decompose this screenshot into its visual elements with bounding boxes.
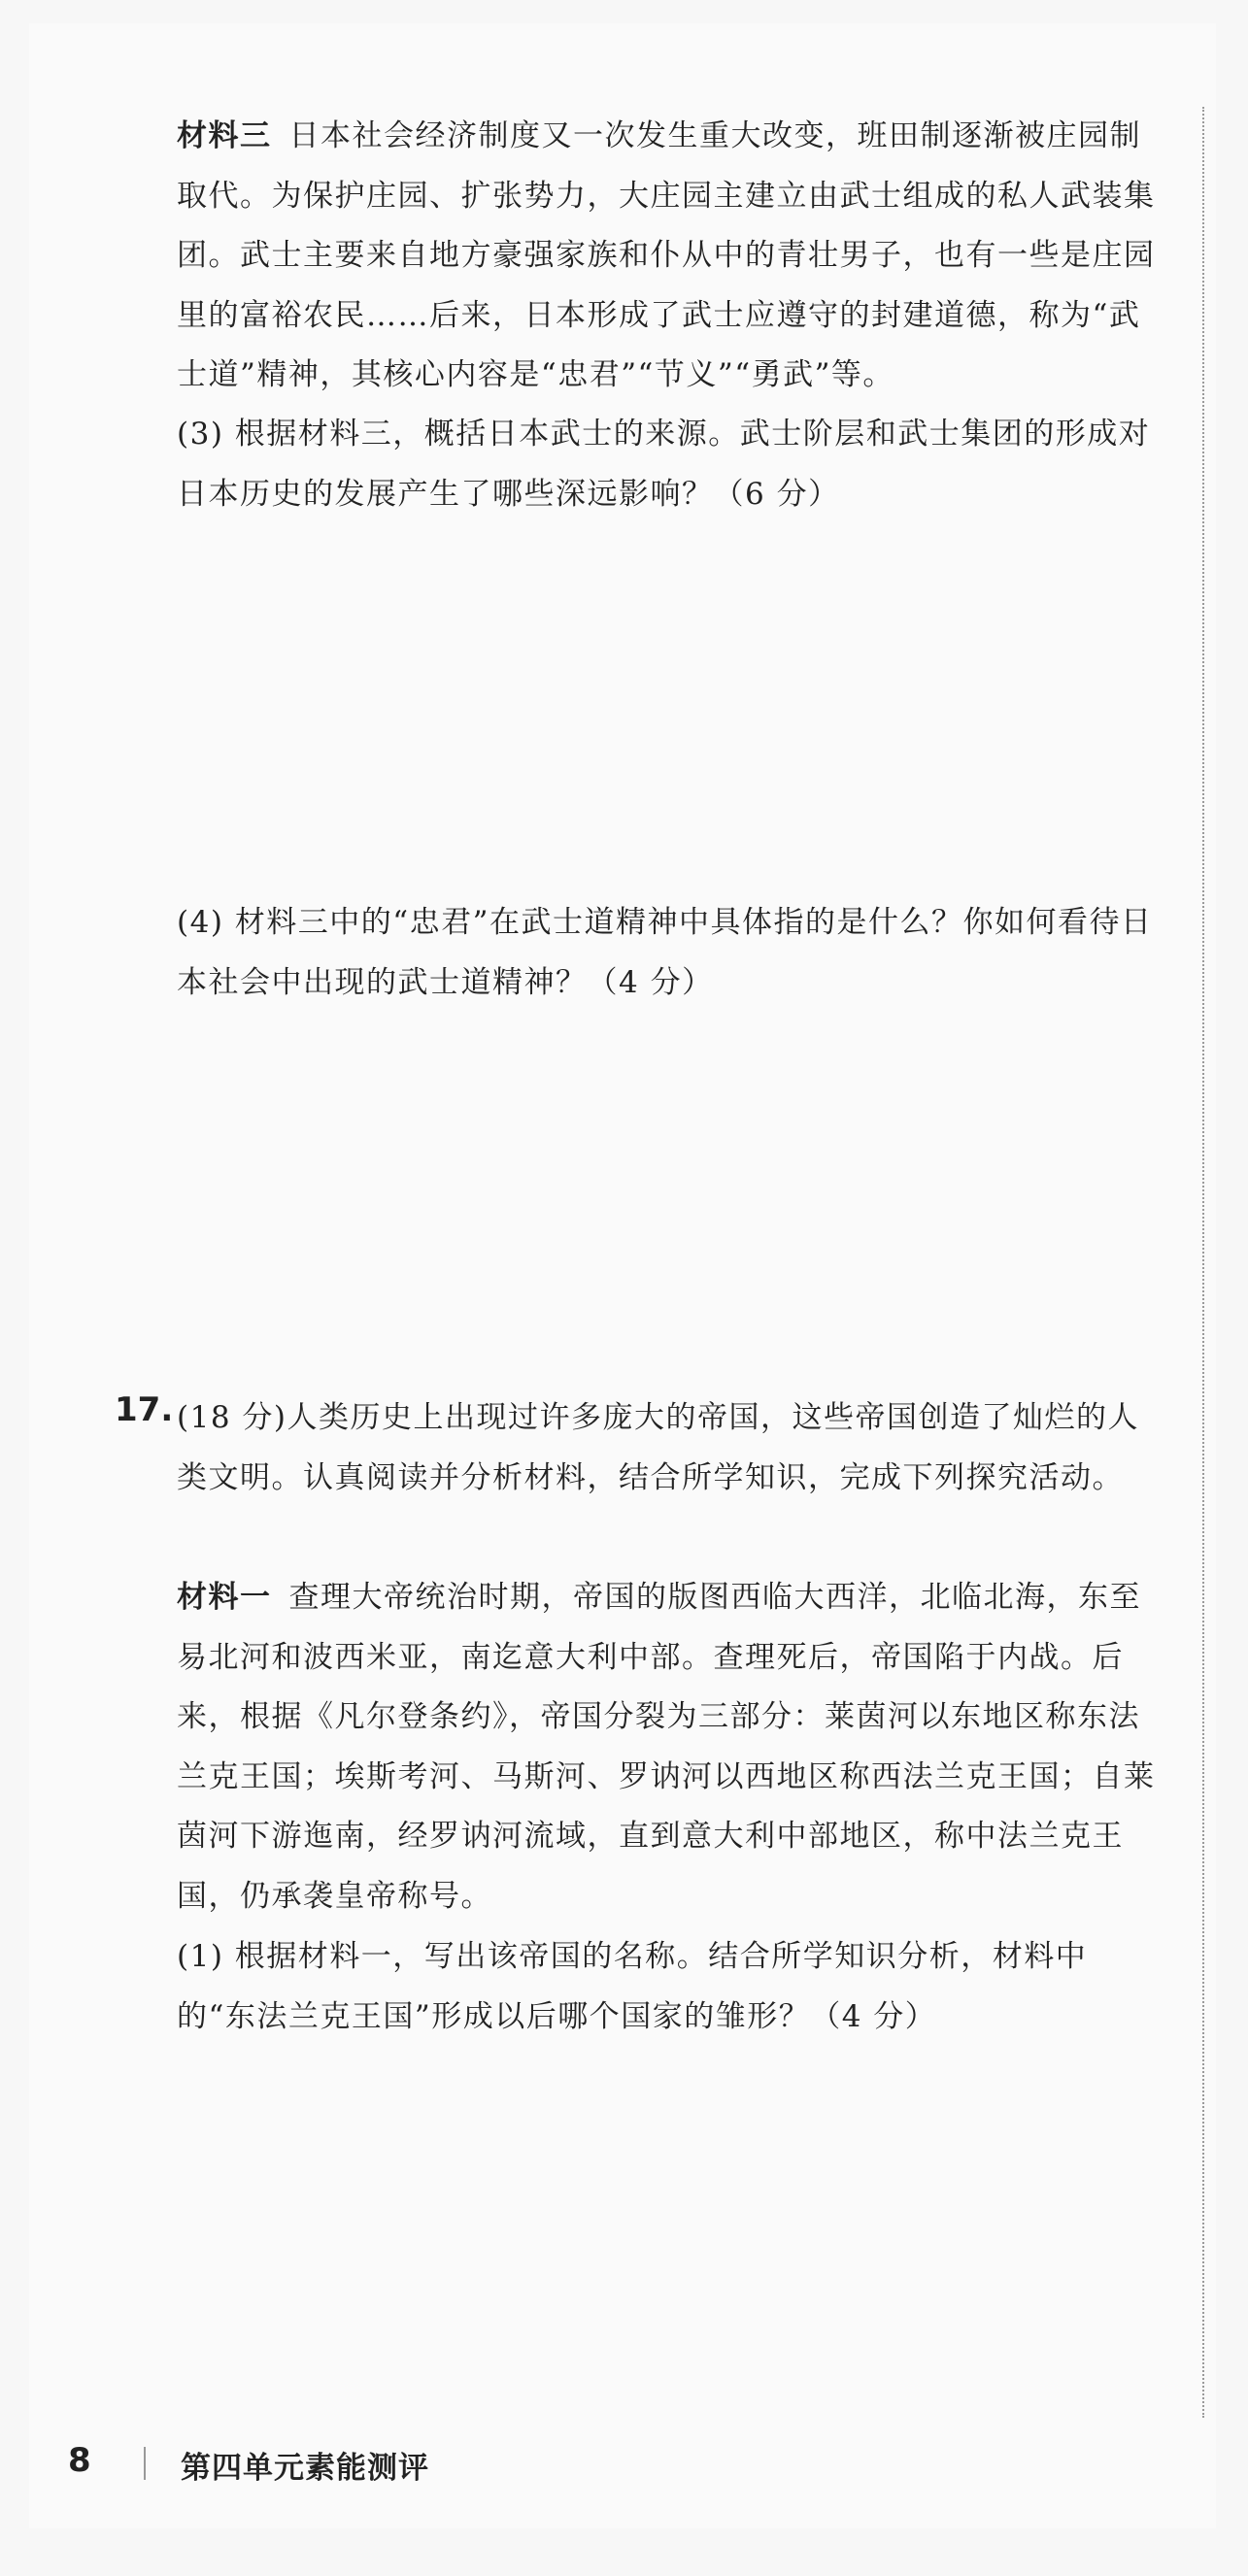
answer-area-q4[interactable] — [177, 1015, 1158, 1384]
material-one-passage — [177, 1568, 1158, 1926]
question-17-1: (1) 根据材料一，写出该帝国的名称。结合所学知识分析，材料中的“东法兰克王国”形成以后哪个国家的雏形？（4 分） — [177, 1939, 1088, 2034]
material-one-text: 查理大帝统治时期，帝国的版图西临大西洋，北临北海，东至易北河和波西米亚，南迄意大利中部。查理死后，帝国陷于内战。后来，根据《凡尔登条约》，帝国分裂为三部分：莱茵河以东地区称东法兰克王国；埃斯考河、马斯河、罗讷河以西地区称西法兰克王国；自莱茵河下游迤南，经罗讷河流域，直到意大利中部地区，称中法兰克王国，仍承袭皇帝称号。 — [177, 1580, 1156, 1914]
material-three-passage — [177, 107, 1158, 406]
question-3: (3) 根据材料三，概括日本武士的来源。武士阶层和武士集团的形成对日本历史的发展产生了哪些深远影响？（6 分） — [177, 417, 1151, 512]
answer-area-q17-1[interactable] — [177, 2049, 1158, 2398]
question-17-intro: (18 分)人类历史上出现过许多庞大的帝国，这些帝国创造了灿烂的人类文明。认真阅读并分析材料，结合所学知识，完成下列探究活动。 — [177, 1400, 1139, 1495]
dotted-cut-line — [1202, 107, 1204, 2418]
footer-title: 第四单元素能测评 — [181, 2451, 429, 2486]
material-three-text: 日本社会经济制度又一次发生重大改变，班田制逐渐被庄园制取代。为保护庄园、扩张势力，大庄园主建立由武士组成的私人武装集团。武士主要来自地方豪强家族和仆从中的青壮男子，也有一些是庄园里的富裕农民……后来，日本形成了武士应遵守的封建道德，称为“武士道”精神，其核心内容是“忠君”“节义”“勇武”等。 — [177, 118, 1156, 392]
page-number: 8 — [68, 2441, 91, 2480]
question-17-number: 17. — [115, 1390, 174, 1429]
material-three-label: 材料三 — [177, 118, 272, 153]
material-one-label: 材料一 — [177, 1580, 272, 1615]
answer-area-q3[interactable] — [177, 524, 1158, 893]
question-4: (4) 材料三中的“忠君”在武士道精神中具体指的是什么？你如何看待日本社会中出现的武士道精神？（4 分） — [177, 905, 1153, 1000]
footer-divider — [144, 2447, 146, 2480]
